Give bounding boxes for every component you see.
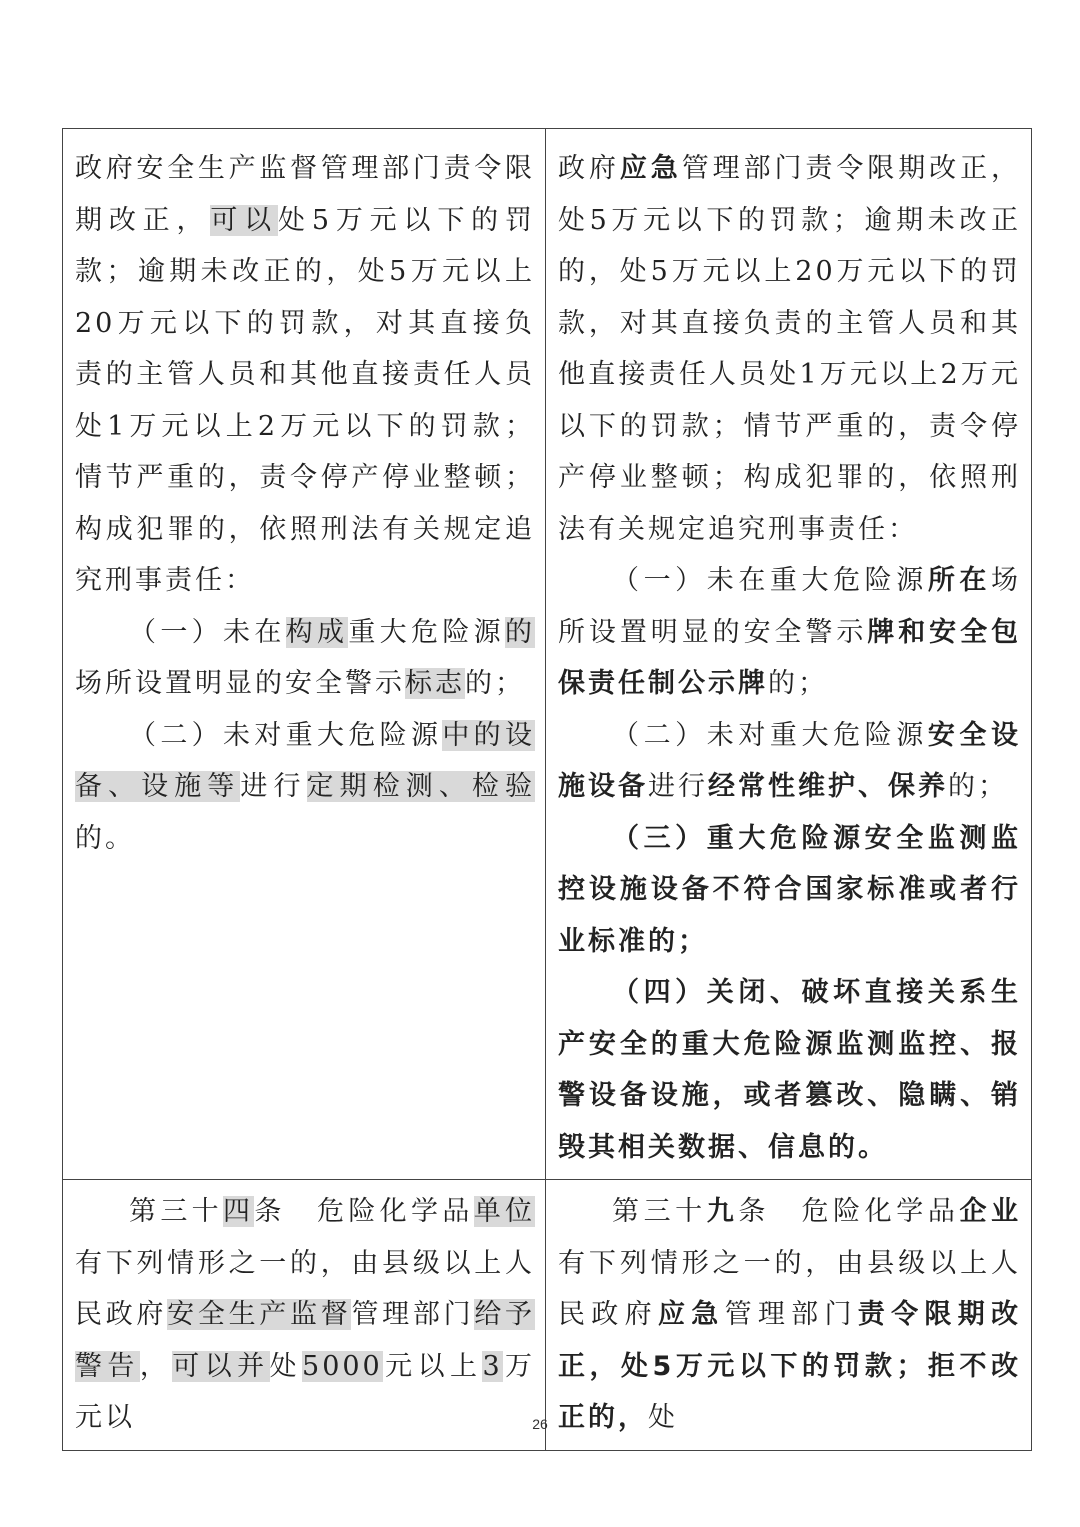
text-run: 处	[648, 1402, 678, 1433]
bold-text: 应急	[619, 153, 682, 184]
text-run: 重大危险源	[348, 616, 506, 648]
bold-text: （三）重大危险源安全监测监控设施设备不符合国家标准或者行业标准的；	[558, 822, 1021, 957]
text-run: 处5万元以下的罚款；逾期未改正的，处5万元以上20万元以下的罚款，对其直接负责的主管人员和其他直接责任人员处1万元以上2万元以下的罚款；情节严重的，责令停产停业整顿；构成犯罪的，依照刑法有关规定追究刑事责任：	[75, 204, 536, 596]
text-run: 条 危险化学品	[254, 1196, 474, 1227]
comparison-table	[62, 128, 1032, 1451]
text-run: 的；	[948, 771, 1008, 802]
text-run: 场所设置明显的安全警示	[75, 668, 405, 699]
text-run: 的；	[465, 668, 525, 699]
text-run: 万元以	[75, 1350, 536, 1433]
text-run: 有下列情形之一的，由县级以上人民政府	[75, 1247, 535, 1330]
text-run: 政府	[558, 153, 620, 184]
highlighted-text: 给予警告	[75, 1299, 536, 1382]
paragraph	[558, 967, 1021, 1173]
bold-text: 应急	[657, 1299, 725, 1330]
highlighted-text: 中的设备、设施等	[75, 719, 536, 802]
text-run: 进行	[240, 771, 307, 802]
paragraph	[558, 710, 1021, 813]
page-number: 26	[532, 1416, 548, 1432]
text-run: 进行	[648, 771, 708, 802]
bold-text: 经常性维护、保养	[708, 771, 948, 802]
bold-text: （四）关闭、破坏直接关系生产安全的重大危险源监测监控、报警设备设施，或者篡改、隐瞒、销毁其相关数据、信息的。	[558, 977, 1021, 1163]
highlighted-text: 安全生产监督	[167, 1299, 352, 1330]
bold-text: 所在	[927, 565, 992, 596]
text-run: 第三十	[612, 1196, 707, 1227]
text-run: （一）未在	[129, 616, 286, 648]
highlighted-text: 可以	[210, 204, 278, 236]
text-run: 场所设置明显的安全警示	[558, 565, 1022, 648]
cell-original-text	[63, 1180, 546, 1451]
text-run: 第三十	[129, 1196, 223, 1227]
highlighted-text: 标志	[405, 668, 465, 699]
table-row	[63, 129, 1032, 1180]
highlighted-text: 四	[223, 1196, 255, 1227]
text-run: （二）未对重大危险源	[612, 719, 928, 751]
bold-text: 安全设施设备	[558, 719, 1022, 802]
text-run: 管理部门责令限期改正，处5万元以下的罚款；逾期未改正的，处5万元以上20万元以下的罚款，对其直接负责的主管人员和其他直接责任人员处1万元以上2万元以下的罚款；情节严重的，责令停产停业整顿；构成犯罪的，依照刑法有关规定追究刑事责任：	[558, 153, 1022, 545]
text-run: 处	[269, 1350, 303, 1382]
text-run: （一）未在重大危险源	[612, 565, 928, 596]
text-run: 政府安全生产监督管理部门责令限期改正，	[75, 153, 535, 236]
paragraph	[75, 1186, 535, 1444]
cell-revised-text	[546, 129, 1032, 1180]
highlighted-text: 5000	[302, 1350, 383, 1382]
paragraph	[558, 143, 1021, 555]
highlighted-text: 3	[482, 1350, 503, 1382]
paragraph	[75, 710, 535, 865]
cell-revised-text	[546, 1180, 1032, 1451]
highlighted-text: 可以并	[172, 1350, 270, 1382]
table-row	[63, 1180, 1032, 1451]
text-run: 管理部门	[724, 1299, 858, 1330]
paragraph	[558, 555, 1021, 710]
paragraph	[75, 143, 535, 607]
paragraph	[75, 607, 535, 710]
highlighted-text: 定期检测、检验	[306, 771, 536, 802]
highlighted-text: 构成	[285, 616, 349, 648]
text-run: （二）未对重大危险源	[129, 719, 443, 751]
text-run: 有下列情形之一的，由县级以上人民政府	[558, 1247, 1021, 1330]
text-run: ，	[139, 1350, 173, 1382]
paragraph	[558, 813, 1021, 968]
text-run: 的；	[768, 668, 828, 699]
text-run: 管理部门	[351, 1299, 475, 1330]
text-run: 元以上	[382, 1350, 483, 1382]
highlighted-text: 单位	[473, 1196, 536, 1227]
bold-text: 牌和安全包保责任制公示牌	[558, 616, 1022, 699]
bold-text: 九	[706, 1196, 739, 1227]
text-run: 条 危险化学品	[738, 1196, 960, 1227]
highlighted-text: 的	[505, 616, 536, 648]
paragraph	[558, 1186, 1021, 1444]
bold-text: 责令限期改正，处5万元以下的罚款；拒不改正的，	[558, 1299, 1022, 1433]
text-run: 的。	[75, 822, 135, 854]
bold-text: 企业	[959, 1196, 1022, 1227]
cell-original-text	[63, 129, 546, 1180]
